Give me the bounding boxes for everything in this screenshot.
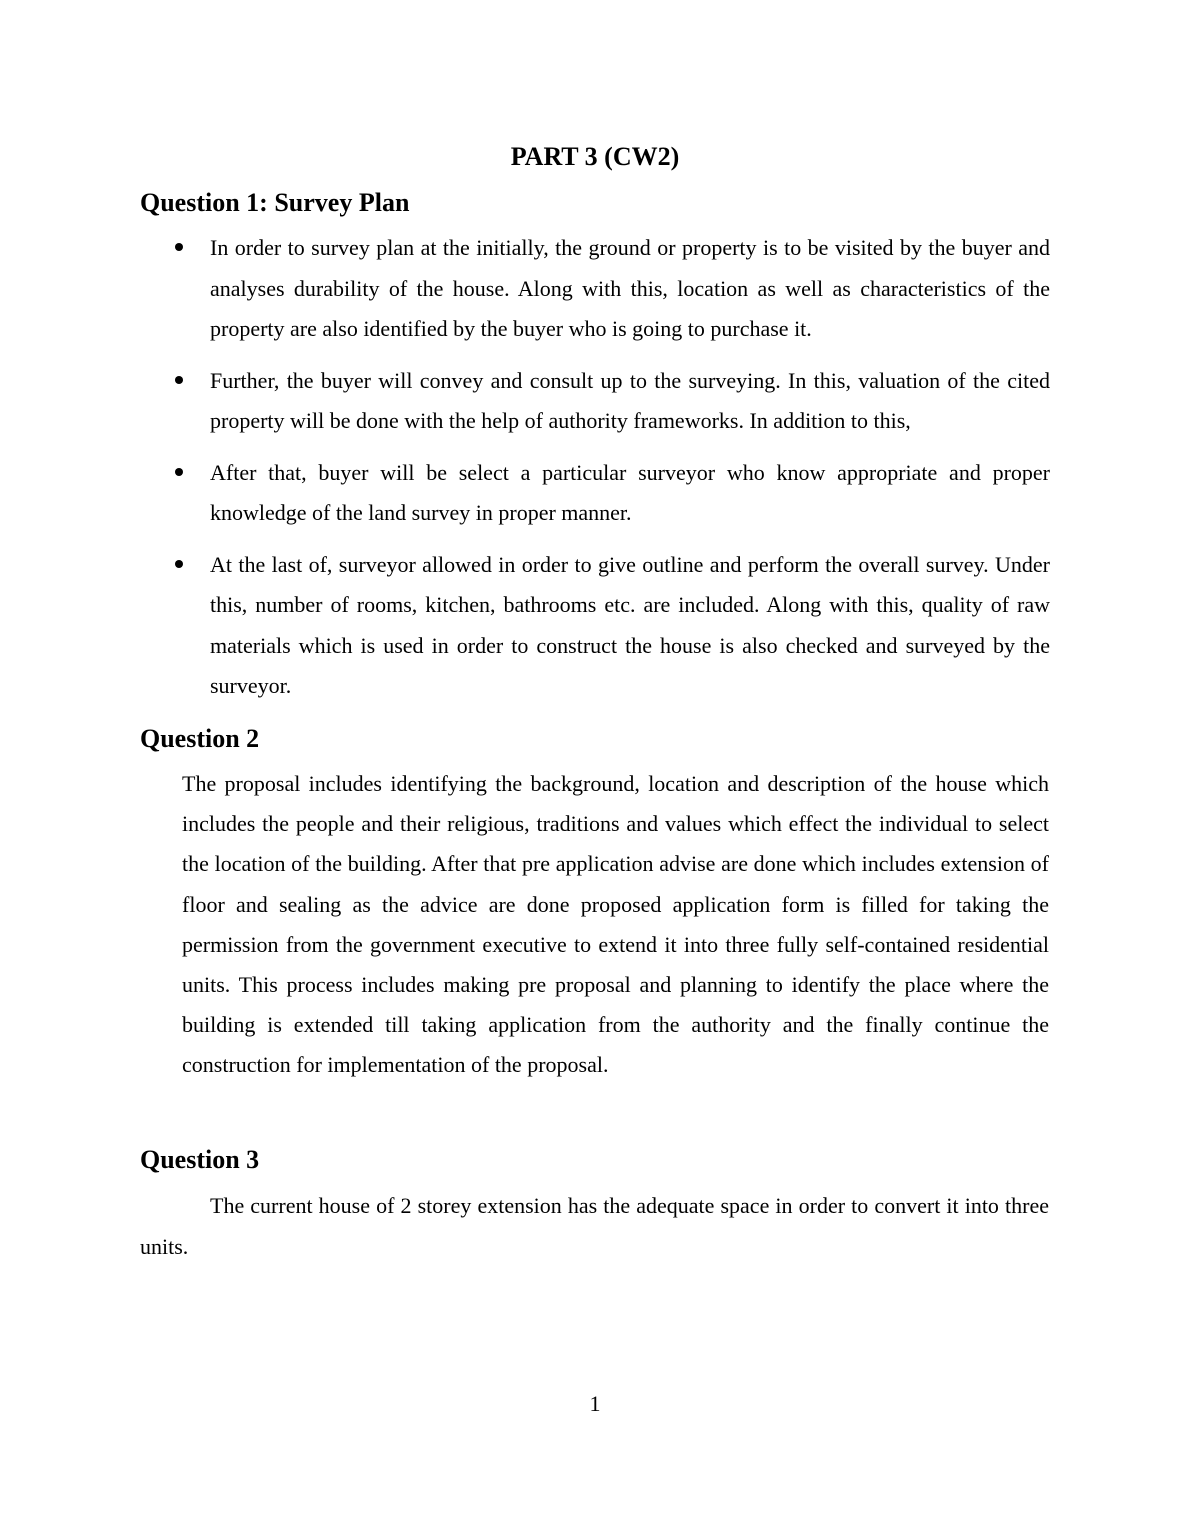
question-1-heading: Question 1: Survey Plan: [140, 188, 410, 217]
list-item-text: After that, buyer will be select a particular surveyor who know appropriate and proper knowledge of the land survey in proper manner.: [210, 459, 1050, 525]
question-3-heading: Question 3: [140, 1145, 260, 1174]
list-item: [140, 453, 1050, 534]
document-title: PART 3 (CW2): [510, 142, 680, 171]
bullet-icon: [175, 243, 183, 251]
list-item-text: In order to survey plan at the initially, the ground or property is to be visited by the buyer and analyses durability of the house. Along with this, location as well as characteristics of the property are also identified by the buyer who is going to purchase it.: [210, 235, 1050, 341]
page-number: 1: [589, 1391, 601, 1416]
list-item-text: Further, the buyer will convey and consult up to the surveying. In this, valuation of the cited property will be done with the help of authority frameworks. In addition to this,: [210, 367, 1050, 433]
list-item: [140, 228, 1050, 350]
bullet-icon: [175, 560, 183, 568]
question-3-paragraph: The current house of 2 storey extension has the adequate space in order to convert it into three units.: [140, 1193, 1049, 1259]
bullet-icon: [175, 376, 183, 384]
list-item-text: At the last of, surveyor allowed in order to give outline and perform the overall survey. Under this, number of rooms, kitchen, bathrooms etc. are included. Along with this, quality of raw materials which is used in order to construct the house is also checked and surveyed by the surveyor.: [210, 551, 1050, 698]
survey-plan-list: [140, 228, 1050, 718]
list-item: [140, 361, 1050, 442]
question-2-paragraph: The proposal includes identifying the background, location and description of the house which includes the people and their religious, traditions and values which effect the individual to select the location of the building. After that pre application advise are done which includes extension of floor and sealing as the advice are done proposed application form is filled for taking the permission from the government executive to extend it into three fully self-contained residential units. This process includes making pre proposal and planning to identify the place where the building is extended till taking application from the authority and the finally continue the construction for implementation of the proposal.: [182, 771, 1049, 1078]
bullet-icon: [175, 468, 183, 476]
list-item: [140, 545, 1050, 707]
question-2-heading: Question 2: [140, 724, 260, 753]
